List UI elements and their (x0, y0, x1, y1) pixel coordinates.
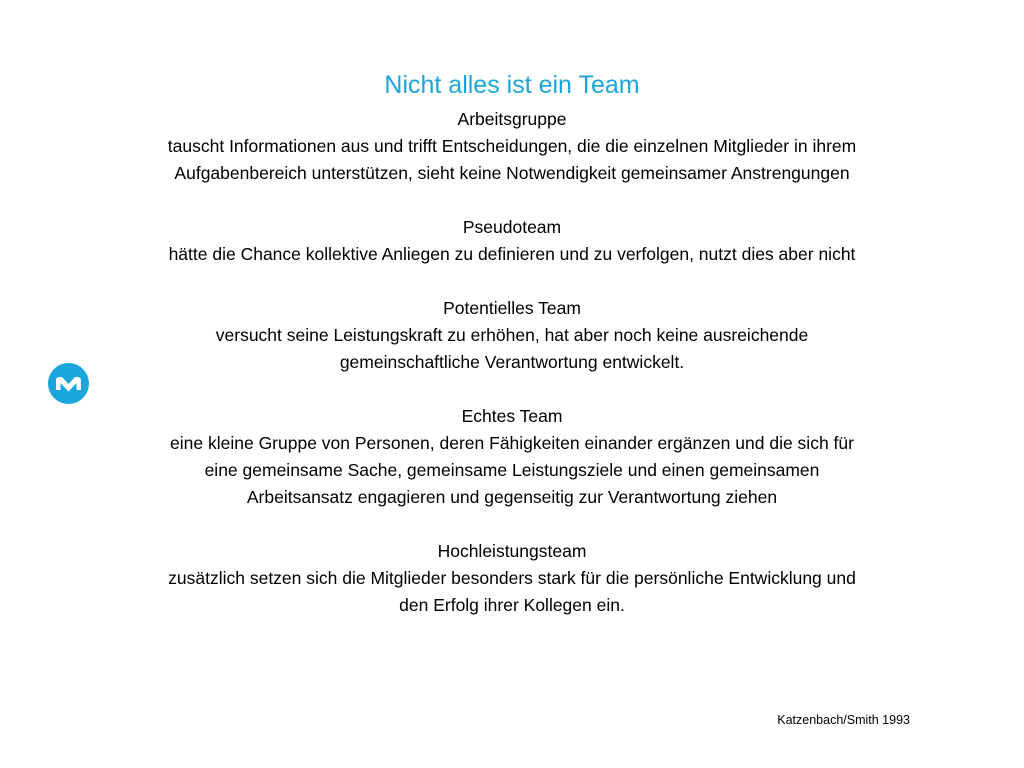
section-pseudoteam (162, 214, 862, 268)
section-heading: Potentielles Team (443, 298, 581, 318)
section-heading: Pseudoteam (462, 217, 562, 237)
section-hochleistungsteam (162, 538, 862, 619)
section-echtes-team (162, 403, 862, 511)
section-body: versucht seine Leistungskraft zu erhöhen, hat aber noch keine ausreichende gemeinschaftliche Verantwortung entwickelt. (215, 325, 809, 372)
section-heading: Hochleistungsteam (437, 541, 587, 561)
slide-title: Nicht alles ist ein Team (384, 71, 640, 99)
section-potentielles-team (162, 295, 862, 376)
section-body: hätte die Chance kollektive Anliegen zu definieren und zu verfolgen, nutzt dies aber nicht (168, 244, 856, 264)
slide-content (162, 106, 862, 619)
section-body: eine kleine Gruppe von Personen, deren Fähigkeiten einander ergänzen und die sich für eine gemeinsame Sache, gemeinsame Leistungsziele und einen gemeinsamen Arbeitsansatz engagieren und gegenseitig zur Verantwortung ziehen (170, 433, 854, 507)
section-heading: Echtes Team (461, 406, 563, 426)
section-body: tauscht Informationen aus und trifft Entscheidungen, die die einzelnen Mitglieder in ihrem Aufgabenbereich unterstützen, sieht keine Notwendigkeit gemeinsamer Anstrengungen (167, 136, 857, 183)
section-arbeitsgruppe (162, 106, 862, 187)
section-body: zusätzlich setzen sich die Mitglieder besonders stark für die persönliche Entwicklung und den Erfolg ihrer Kollegen ein. (168, 568, 856, 615)
citation: Katzenbach/Smith 1993 (777, 713, 910, 727)
section-heading: Arbeitsgruppe (457, 109, 567, 129)
m-logo-icon (48, 363, 89, 404)
